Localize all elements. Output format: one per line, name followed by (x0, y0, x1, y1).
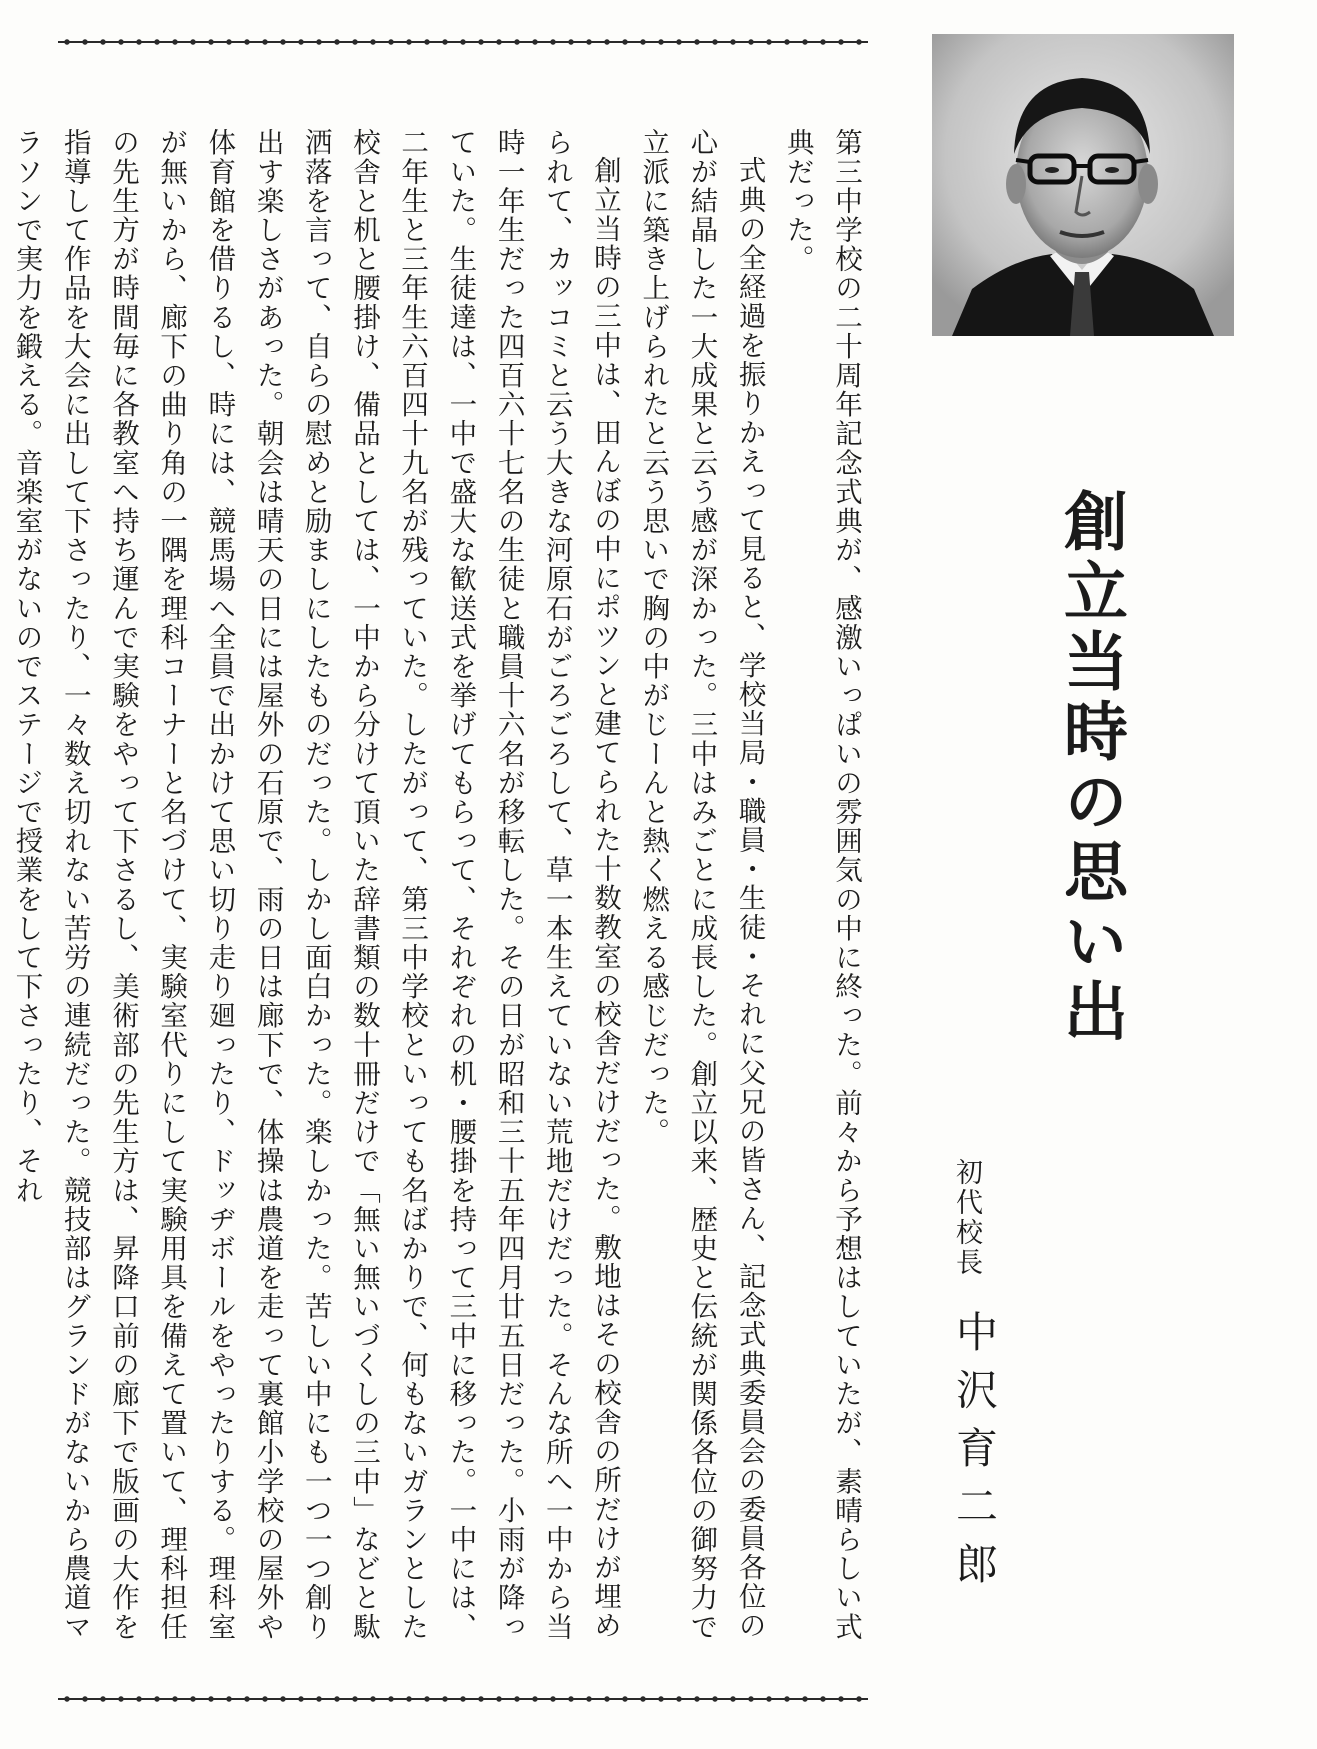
bottom-ornamental-border (58, 1691, 868, 1707)
top-ornamental-border (58, 34, 868, 50)
author-role: 初代校長 (951, 1158, 982, 1278)
paragraph-1: 第三中学校の二十周年記念式典が、感激いっぱいの雰囲気の中に終った。前々から予想はしていたが、素晴らしい式典だった。 (781, 128, 862, 1642)
article-body (10, 128, 870, 1668)
article-title: 創立当時の思い出 (1053, 488, 1128, 1048)
paragraph-2: 式典の全経過を振りかえって見ると、学校当局・職員・生徒・それに父兄の皆さん、記念式典委員会の委員各位の心が結晶した一大成果と云う感が深かった。三中はみごとに成長した。創立以来、歴史と伝統が関係各位の御努力で立派に築き上げられたと云う思いで胸の中がじーんと熱く燃える感じだった。 (637, 128, 766, 1642)
author-name: 中沢育二郎 (950, 1310, 999, 1600)
paragraph-3: 創立当時の三中は、田んぼの中にポツンと建てられた十数教室の校舎だけだった。敷地はその校舎の所だけが埋められて、カッコミと云う大きな河原石がごろごろして、草一本生えていない荒地だけだった。そんな所へ一中から当時一年生だった四百六十七名の生徒と職員十六名が移転した。その日が昭和三十五年四月廿五日だった。小雨が降っていた。生徒達は、一中で盛大な歓送式を挙げてもらって、それぞれの机・腰掛を持って三中に移った。一中には、二年生と三年生六百四十九名が残っていた。したがって、第三中学校といっても名ばかりで、何もないガランとした校舎と机と腰掛け、備品としては、一中から分けて頂いた辞書類の数十冊だけで「無い無いづくしの三中」などと駄洒落を言って、自らの慰めと励ましにしたものだった。しかし面白かった。楽しかった。苦しい中にも一つ一つ創り出す楽しさがあった。朝会は晴天の日には屋外の石原で、雨の日は廊下で、体操は農道を走って裏館小学校の屋外や体育館を借りるし、時には、競馬場へ全員で出かけて思い切り走り廻ったり、ドッヂボールをやったりする。理科室が無いから、廊下の曲り角の一隅を理科コーナーと名づけて、実験室代りにして実験用具を備えて置いて、理科担任の先生方が時間毎に各教室へ持ち運んで実験をやって下さるし、美術部の先生方は、昇降口前の廊下で版画の大作を指導して作品を大会に出して下さったり、一々数え切れない苦労の連続だった。競技部はグランドがないから農道マラソンで実力を鍛える。音楽室がないのでステージで授業をして下さったり、それ (10, 128, 621, 1642)
author-portrait-photo (932, 34, 1234, 336)
portrait-illustration (932, 34, 1234, 336)
